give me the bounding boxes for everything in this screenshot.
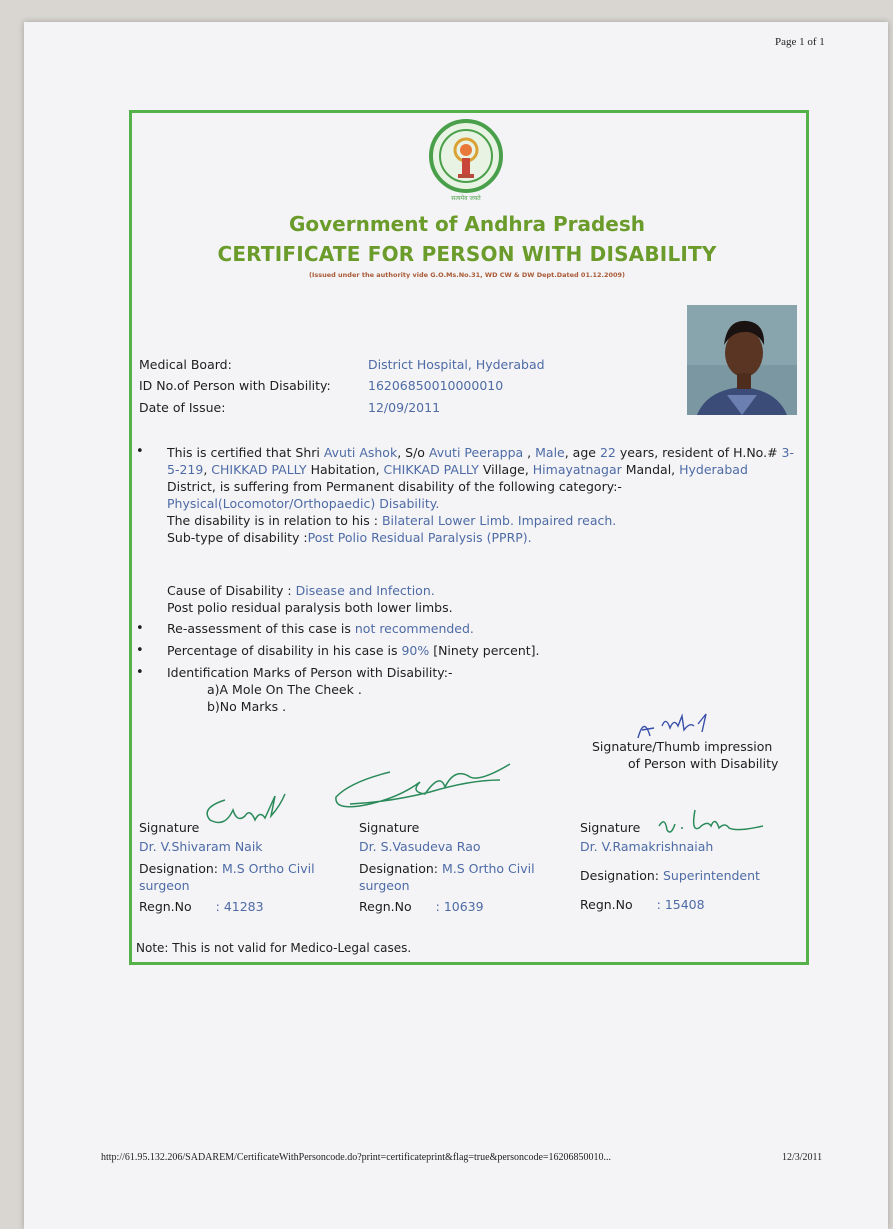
disability-relation: Bilateral Lower Limb. Impaired reach. [381,513,617,528]
person-signature-label-2: of Person with Disability [628,756,779,771]
identification-mark-b: b)No Marks . [207,699,287,714]
signatory-2 [359,820,574,914]
signatory-1-regn-label: Regn.No [139,899,192,914]
bullet-icon: • [136,621,144,636]
footer-url: http://61.95.132.206/SADAREM/CertificateWithPersoncode.do?print=certificateprint&flag=true&personcode=16206850010... [101,1152,612,1163]
bullet-icon: • [136,643,144,658]
medical-board-value: District Hospital, Hyderabad [368,357,545,372]
signatory-3-regn-label: Regn.No [580,897,633,912]
signatory-2-designation-label: Designation: [359,861,438,876]
reassessment: Re-assessment of this case is not recommended. [167,621,474,636]
identification-marks-label: Identification Marks of Person with Disability:- [167,665,453,680]
cause-of-disability: Cause of Disability : Disease and Infection. [167,583,435,598]
signatory-2-sig-label: Signature [359,820,420,835]
certificate-title: CERTIFICATE FOR PERSON WITH DISABILITY [217,242,717,266]
emblem-motto: सत्यमेव जयते [451,195,481,202]
signatory-2-regn-label: Regn.No [359,899,412,914]
identification-mark-a: a)A Mole On The Cheek . [207,682,362,697]
date-of-issue-value: 12/09/2011 [368,400,441,415]
footer-date: 12/3/2011 [782,1152,823,1163]
government-title: Government of Andhra Pradesh [288,212,646,236]
page-number: Page 1 of 1 [775,36,825,48]
person-signature-label: Signature/Thumb impression [592,739,773,754]
disability-category: Physical(Locomotor/Orthopaedic) Disability. [167,496,440,511]
signatory-3-sig-label: Signature [580,820,641,835]
signatory-2-signature [330,752,520,822]
signatory-3 [580,820,800,912]
disability-percentage: Percentage of disability in his case is 90% [Ninety percent]. [167,643,540,658]
signatory-3-designation: Superintendent [662,868,760,883]
legal-note: Note: This is not valid for Medico-Legal cases. [136,941,412,955]
signatory-3-regn: : 15408 [656,897,705,912]
certification-paragraph: This is certified that Shri Avuti Ashok, S/o Avuti Peerappa , Male, age 22 years, resident of H.No.# 3-5-219, CHIKKAD PALLY Habitation, CHIKKAD PALLY Village, Himayatnagar Mandal, Hyderabad District, is suffering from Permanent disability of the following category:- Physical(Locomotor/Orthopaedic) Disability. The disability is in relation to his : Bilateral Lower Limb. Impaired reach. Sub-type of disability :Post Polio Residual Paralysis (PPRP). [167,445,794,545]
signatory-1-sig-label: Signature [139,820,200,835]
disability-id-value: 16206850010000010 [368,378,504,393]
issued-authority: (Issued under the authority vide G.O.Ms.No.31, WD CW & DW Dept.Dated 01.12.2009) [308,271,626,279]
signatory-2-regn: : 10639 [435,899,484,914]
cause-detail: Post polio residual paralysis both lower limbs. [167,600,453,615]
bullet-icon: • [136,665,144,680]
signatory-3-name: Dr. V.Ramakrishnaiah [580,839,714,854]
signatory-1-designation: M.S Ortho Civil surgeon [139,861,315,893]
signatory-1-regn: : 41283 [215,899,264,914]
signatory-1-designation-label: Designation: [139,861,218,876]
bullet-icon: • [136,444,144,459]
person-photo [687,305,797,415]
signatory-2-name: Dr. S.Vasudeva Rao [359,839,481,854]
signatory-2-designation: M.S Ortho Civil surgeon [359,861,535,893]
disability-id-label: ID No.of Person with Disability: [139,378,331,393]
signatory-1 [139,820,354,914]
date-of-issue-label: Date of Issue: [139,400,226,415]
state-emblem-icon [428,118,504,202]
signatory-3-designation-label: Designation: [580,868,659,883]
signatory-1-name: Dr. V.Shivaram Naik [139,839,263,854]
disability-subtype: Post Polio Residual Paralysis (PPRP). [307,530,532,545]
medical-board-label: Medical Board: [139,357,232,372]
